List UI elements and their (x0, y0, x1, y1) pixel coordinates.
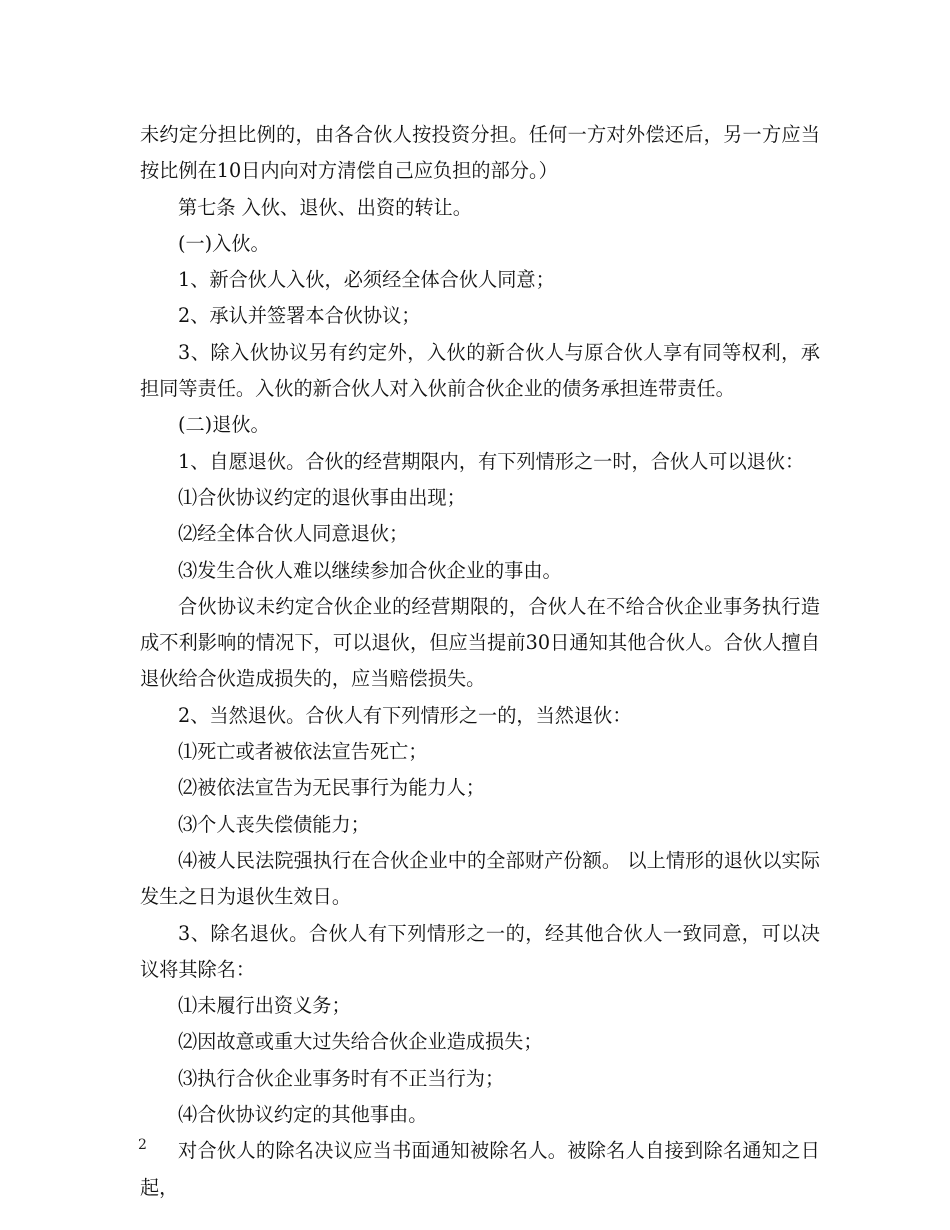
page-number: 2 (138, 1137, 147, 1153)
sub-list-item: ⑷被人民法院强执行在合伙企业中的全部财产份额。 以上情形的退伙以实际发生之日为退伙生效日。 (140, 848, 820, 909)
sub-list-item: ⑵被依法宣告为无民事行为能力人； (178, 776, 485, 800)
section-heading: (一)入伙。 (178, 231, 270, 255)
paragraph: 合伙协议未约定合伙企业的经营期限的，合伙人在不给合伙企业事务执行造成不利影响的情况下，可以退伙，但应当提前30日通知其他合伙人。合伙人擅自退伙给合伙造成损失的，应当赔偿损失。 (140, 594, 820, 691)
sub-list-item: ⑶发生合伙人难以继续参加合伙企业的事由。 (178, 558, 562, 582)
sub-list-item: ⑶执行合伙企业事务时有不正当行为； (178, 1066, 505, 1090)
article-heading: 第七条 入伙、退伙、出资的转让。 (178, 195, 472, 219)
document-body (140, 117, 820, 1206)
paragraph: 对合伙人的除名决议应当书面通知被除名人。被除名人自接到除名通知之日起， (140, 1139, 820, 1199)
list-item: 1、自愿退伙。合伙的经营期限内，有下列情形之一时，合伙人可以退伙： (178, 449, 805, 473)
list-item: 3、除名退伙。合伙人有下列情形之一的，经其他合伙人一致同意，可以决议将其除名： (140, 921, 820, 981)
sub-list-item: ⑵经全体合伙人同意退伙； (178, 522, 409, 546)
list-item: 2、承认并签署本合伙协议； (178, 304, 421, 328)
list-item: 1、新合伙人入伙，必须经全体合伙人同意； (178, 268, 555, 292)
sub-list-item: ⑶个人丧失偿债能力； (178, 812, 370, 836)
paragraph: 未约定分担比例的，由各合伙人按投资分担。任何一方对外偿还后，另一方应当按比例在10日内向对方清偿自己应负担的部分。） (140, 123, 820, 183)
sub-list-item: ⑴未履行出资义务； (178, 994, 351, 1018)
list-item: 2、当然退伙。合伙人有下列情形之一的，当然退伙： (178, 703, 632, 727)
sub-list-item: ⑴死亡或者被依法宣告死亡； (178, 740, 428, 764)
sub-list-item: ⑵因故意或重大过失给合伙企业造成损失； (178, 1030, 543, 1054)
sub-list-item: ⑷合伙协议约定的其他事由。 (178, 1103, 428, 1127)
section-heading: (二)退伙。 (178, 413, 270, 437)
list-item: 3、除入伙协议另有约定外，入伙的新合伙人与原合伙人享有同等权利，承担同等责任。入伙的新合伙人对入伙前合伙企业的债务承担连带责任。 (140, 340, 820, 401)
sub-list-item: ⑴合伙协议约定的退伙事由出现； (178, 485, 466, 509)
